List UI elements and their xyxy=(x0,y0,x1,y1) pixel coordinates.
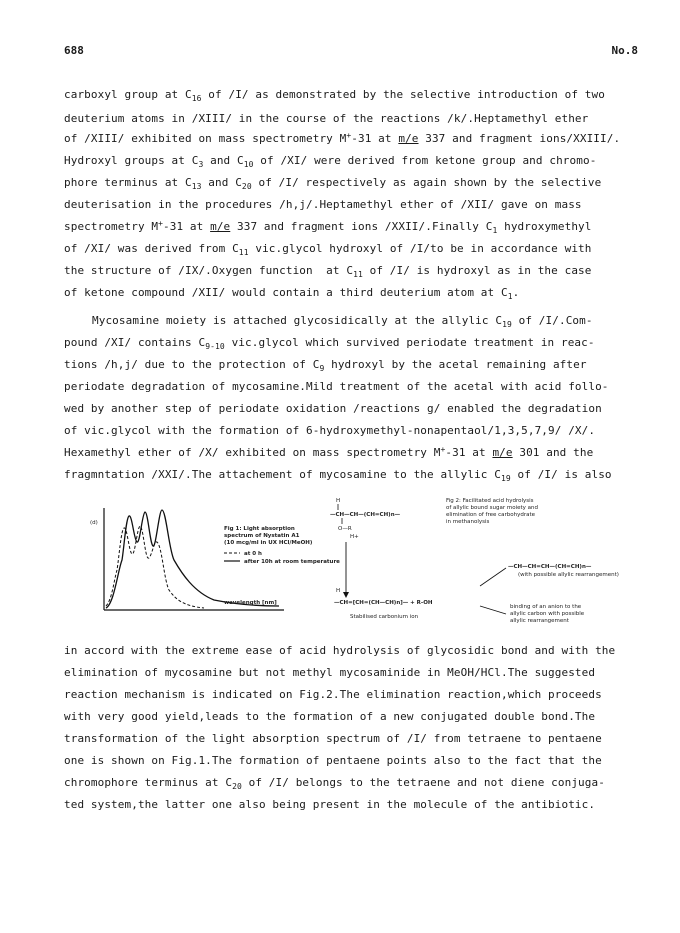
text-segment: of /I/ respectively as again shown by the selective xyxy=(251,176,602,189)
text-segment: one is shown on Fig.1.The formation of pentaene points also to the fact that the xyxy=(64,754,602,767)
text-segment: of /I/ is hydroxyl as in the case xyxy=(362,264,592,277)
fig2-h-label-2: H xyxy=(336,588,341,594)
text-segment: vic.glycol hydroxyl of /I/to be in accordance with xyxy=(248,242,592,255)
text-segment: deuterium atoms in /XIII/ in the course of the reactions /k/.Heptamethyl ether xyxy=(64,112,589,125)
text-segment: of /I/ as demonstrated by the selective introduction of two xyxy=(201,88,605,101)
fig2-caption-3: elimination of free carbohydrate xyxy=(446,512,536,518)
legend-0h-label: at 0 h xyxy=(244,551,262,557)
fig2-top-formula: —CH—CH—(CH=CH)n— xyxy=(330,512,401,518)
text-segment: ted system,the latter one also being present in the molecule of the antibiotic. xyxy=(64,798,596,811)
para1-line xyxy=(64,154,596,168)
text-segment: of /I/.Com- xyxy=(511,314,593,327)
text-segment: of /XI/ were derived from ketone group and chromo- xyxy=(253,154,597,167)
text-segment: of /XI/ was derived from C xyxy=(64,242,239,255)
figure-1-axis-label: wavelength [nm] xyxy=(224,600,277,606)
text-segment: Hydroxyl groups at C xyxy=(64,154,199,167)
text-segment: 301 and the xyxy=(512,446,594,459)
para2-line xyxy=(64,468,612,482)
para3-line xyxy=(64,710,595,724)
text-segment: 337 and fragment ions/XXIII/. xyxy=(418,132,621,145)
text-segment: 1 xyxy=(492,226,498,235)
figure-1-caption-3: (10 mcg/ml in UX HCl/MeOH) xyxy=(224,540,313,546)
text-segment: hydroxymethyl xyxy=(497,220,592,233)
text-segment: 13 xyxy=(191,182,202,191)
para3-line xyxy=(64,666,595,680)
para3-line xyxy=(64,798,595,812)
text-segment: chromophore terminus at C xyxy=(64,776,233,789)
para2-line xyxy=(92,314,593,328)
legend-10h-label: after 10h at room temperature xyxy=(244,559,340,565)
figure-1-panel-label: (d) xyxy=(90,520,98,526)
text-segment: of /I/ is also xyxy=(510,468,612,481)
text-segment: pound /XI/ contains C xyxy=(64,336,206,349)
text-segment: fragmntation /XXI/.The attachement of mycosamine to the allylic C xyxy=(64,468,501,481)
text-segment: 9 xyxy=(319,364,325,373)
text-segment: carboxyl group at C xyxy=(64,88,192,101)
issue-number: No.8 xyxy=(611,44,638,57)
para2-line xyxy=(64,380,609,394)
para1-line xyxy=(64,220,592,234)
fig2-bottom-note-1: binding of an anion to the xyxy=(510,604,582,610)
fig2-sugar: O—R xyxy=(338,526,352,532)
text-segment: hydroxyl by the acetal remaining after xyxy=(324,358,587,371)
para1-line xyxy=(64,176,601,190)
text-segment: + xyxy=(440,445,446,454)
para3-line xyxy=(64,644,615,658)
para2-line xyxy=(64,402,602,416)
fig2-h-label: H xyxy=(336,498,341,504)
text-segment: elimination of mycosamine but not methyl mycosaminide in MeOH/HCl.The suggested xyxy=(64,666,596,679)
para1-line xyxy=(64,88,605,102)
fig2-caption-2: of allylic bound sugar moiety and xyxy=(446,505,538,511)
figure-1-caption-2: spectrum of Nystatin A1 xyxy=(224,533,300,539)
fig2-bottom-note-3: allylic rearrangement xyxy=(510,618,569,624)
text-segment: reaction mechanism is indicated on Fig.2.The elimination reaction,which proceeds xyxy=(64,688,602,701)
para2-line xyxy=(64,446,593,460)
para3-line xyxy=(64,688,602,702)
text-segment: + xyxy=(158,219,164,228)
text-segment: Mycosamine moiety is attached glycosidically at the allylic C xyxy=(92,314,503,327)
text-segment: of /I/ belongs to the tetraene and not diene conjuga- xyxy=(241,776,605,789)
text-segment: 3 xyxy=(198,160,204,169)
figure-1-caption-1: Fig 1: Light absorption xyxy=(224,526,295,532)
text-segment: of vic.glycol with the formation of 6-hydroxymethyl-nonapentaol/1,3,5,7,9/ /X/. xyxy=(64,424,596,437)
text-segment: transformation of the light absorption spectrum of /I/ from tetraene to pentaene xyxy=(64,732,602,745)
para3-line xyxy=(64,732,602,746)
fig2-caption-1: Fig 2: Facilitated acid hydrolysis xyxy=(446,498,534,504)
text-segment: m/e xyxy=(210,220,231,233)
fig2-middle-formula: —CH—CH=CH—(CH=CH)n— xyxy=(508,564,592,570)
text-segment: 20 xyxy=(232,782,242,791)
text-segment: vic.glycol which survived periodate treatment in reac- xyxy=(224,336,595,349)
text-segment: wed by another step of periodate oxidation /reactions g/ enabled the degradation xyxy=(64,402,602,415)
para1-line xyxy=(64,286,519,300)
text-segment: of ketone compound /XII/ would contain a third deuterium atom at C xyxy=(64,286,508,299)
text-segment: 11 xyxy=(353,270,363,279)
para2-line xyxy=(64,336,595,350)
fig2-middle-note: (with possible allylic rearrangement) xyxy=(518,572,619,578)
text-segment: 16 xyxy=(191,94,202,103)
para1-line xyxy=(64,242,592,256)
para1-line xyxy=(64,112,588,126)
text-segment: 20 xyxy=(241,182,252,191)
para2-line xyxy=(64,424,595,438)
figure-2-reaction-scheme xyxy=(330,494,630,630)
text-segment: -31 at xyxy=(351,132,399,145)
fig2-arrow-up xyxy=(480,568,506,586)
figure-1-curve-0h xyxy=(106,526,204,608)
text-segment: periodate degradation of mycosamine.Mild treatment of the acetal with acid follo- xyxy=(64,380,609,393)
text-segment: 10 xyxy=(243,160,254,169)
para2-line xyxy=(64,358,587,372)
fig2-cation-label: Stabilised carbonium ion xyxy=(350,614,419,620)
para1-line xyxy=(64,132,620,146)
figure-1-absorption-spectrum xyxy=(84,500,356,620)
text-segment: -31 at xyxy=(163,220,211,233)
text-segment: spectrometry M xyxy=(64,220,159,233)
text-segment: 19 xyxy=(502,320,512,329)
text-segment: 9-10 xyxy=(205,342,225,351)
para1-line xyxy=(64,198,582,212)
para3-line xyxy=(64,776,605,790)
fig2-caption-4: in methanolysis xyxy=(446,519,490,525)
text-segment: . xyxy=(512,286,520,299)
para1-line xyxy=(64,264,592,278)
para3-line xyxy=(64,754,602,768)
fig2-hplus: H+ xyxy=(350,534,359,540)
text-segment: + xyxy=(346,131,352,140)
text-segment: m/e xyxy=(492,446,513,459)
text-segment: 1 xyxy=(507,292,513,301)
text-segment: 19 xyxy=(500,474,511,483)
fig2-cation-formula: —CH=[CH=(CH—CH)n]— + R-OH xyxy=(334,600,433,606)
text-segment: the structure of /IX/.Oxygen function at C xyxy=(64,264,354,277)
fig2-arrow-down-right xyxy=(480,606,506,614)
text-segment: and C xyxy=(203,154,244,167)
text-segment: 11 xyxy=(238,248,249,257)
text-segment: m/e xyxy=(398,132,419,145)
text-segment: -31 at xyxy=(445,446,493,459)
text-segment: in accord with the extreme ease of acid hydrolysis of glycosidic bond and with the xyxy=(64,644,616,657)
page-number: 688 xyxy=(64,44,84,57)
text-segment: tions /h,j/ due to the protection of C xyxy=(64,358,320,371)
fig2-bottom-note-2: allylic carbon with possible xyxy=(510,611,585,617)
text-segment: Hexamethyl ether of /X/ exhibited on mass spectrometry M xyxy=(64,446,441,459)
text-segment: of /XIII/ exhibited on mass spectrometry M xyxy=(64,132,347,145)
text-segment: deuterisation in the procedures /h,j/.Heptamethyl ether of /XII/ gave on mass xyxy=(64,198,582,211)
text-segment: and C xyxy=(201,176,242,189)
text-segment: with very good yield,leads to the formation of a new conjugated double bond.The xyxy=(64,710,596,723)
text-segment: phore terminus at C xyxy=(64,176,192,189)
text-segment: 337 and fragment ions /XXII/.Finally C xyxy=(230,220,493,233)
